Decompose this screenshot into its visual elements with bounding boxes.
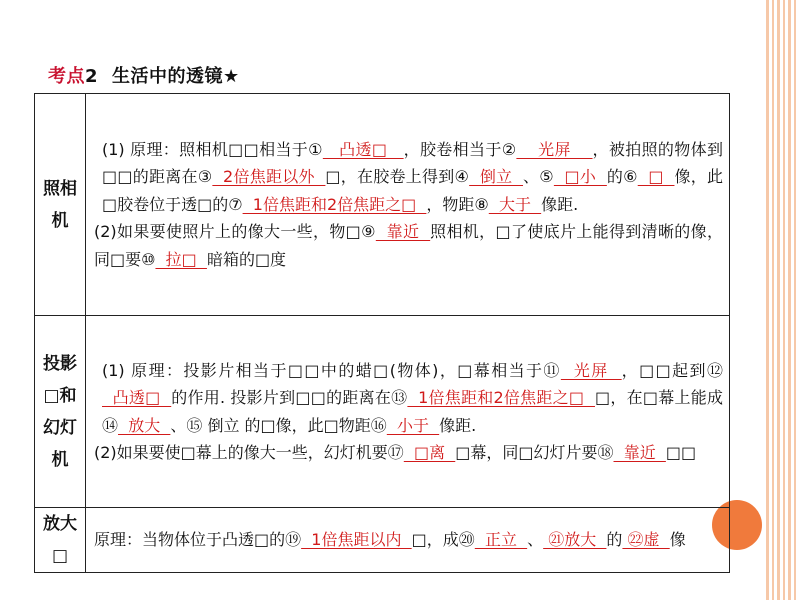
answer-blank: ㉑放大 [543,530,607,550]
answer-blank: 1倍焦距以内 [301,530,412,550]
row-content-camera [86,94,730,316]
answer-blank: 2倍焦距以外 [212,167,326,187]
projector-principle: (1) 原理：投影片相当于□□中的蜡□(物体)，□幕相当于⑪ 光屏 ，□□起到⑫ 凸透□ 的作用. 投影片到□□的距离在⑬ 1倍焦距和2倍焦距之□ □，在□幕上能成⑭ 放大 、⑮ 倒立 的□像，此□物距⑯ 小于 像距. [102,360,723,435]
table-row [35,508,730,573]
answer-blank: 正立 [474,530,528,550]
section-heading [48,62,240,88]
answer-blank: 靠近 [375,222,431,242]
answer-blank: 光屏 [516,139,593,159]
answer-blank: 1倍焦距和2倍焦距之□ [242,194,427,214]
camera-adjustment: (2)如果要使照片上的像大一些，物□⑨ 靠近 照相机，□了使底片上能得到清晰的像，同□要⑩ 拉□ 暗箱的□度 [94,222,723,269]
answer-blank: 凸透□ [102,388,172,407]
kaodian-label: 考点 [48,66,85,87]
answer-blank: 放大 [118,415,171,435]
row-label-projector: 投影□和幻灯机 [35,316,86,508]
row-content-magnifier [86,508,730,573]
answer-blank: 靠近 [613,443,666,462]
answer-blank: □ [637,167,675,187]
row-content-projector [86,316,730,508]
camera-principle: (1) 原理：照相机□□相当于① 凸透□ ，胶卷相当于② 光屏 ，被拍照的物体到□□的距离在③ 2倍焦距以外 □，在胶卷上得到④ 倒立 、⑤ □小 的⑥ □ 像，此□胶卷位于透□的⑦ 1倍焦距和2倍焦距之□ ，物距⑧ 大于 像距. [102,139,723,214]
answer-blank: 光屏 [560,360,622,380]
table-row [35,94,730,316]
answer-blank: 拉□ [155,249,207,269]
projector-adjustment: (2)如果要使□幕上的像大一些，幻灯机要⑰ □离 □幕，同□幻灯片要⑱ 靠近 □□ [94,443,697,462]
answer-blank: □离 [403,443,456,462]
kaodian-number: 2 [85,66,99,87]
table-row [35,316,730,508]
answer-blank: 大于 [488,194,542,214]
row-label-camera: 照相机 [35,94,86,316]
magnifier-principle: 原理：当物体位于凸透□的⑲ 1倍焦距以内 □，成⑳ 正立 、 ㉑放大 的 ㉒虚 像 [94,530,686,550]
answer-blank: □小 [553,167,607,187]
answer-blank: 小于 [386,415,440,435]
row-label-magnifier: 放大□ [35,508,86,573]
answer-blank: ㉒虚 [622,530,670,550]
decorative-stripes [762,0,800,600]
section-title: 生活中的透镜★ [112,66,240,87]
knowledge-table [34,93,730,573]
answer-blank: 1倍焦距和2倍焦距之□ [407,388,595,407]
answer-blank: 倒立 [469,167,524,187]
answer-blank: 凸透□ [322,139,404,159]
